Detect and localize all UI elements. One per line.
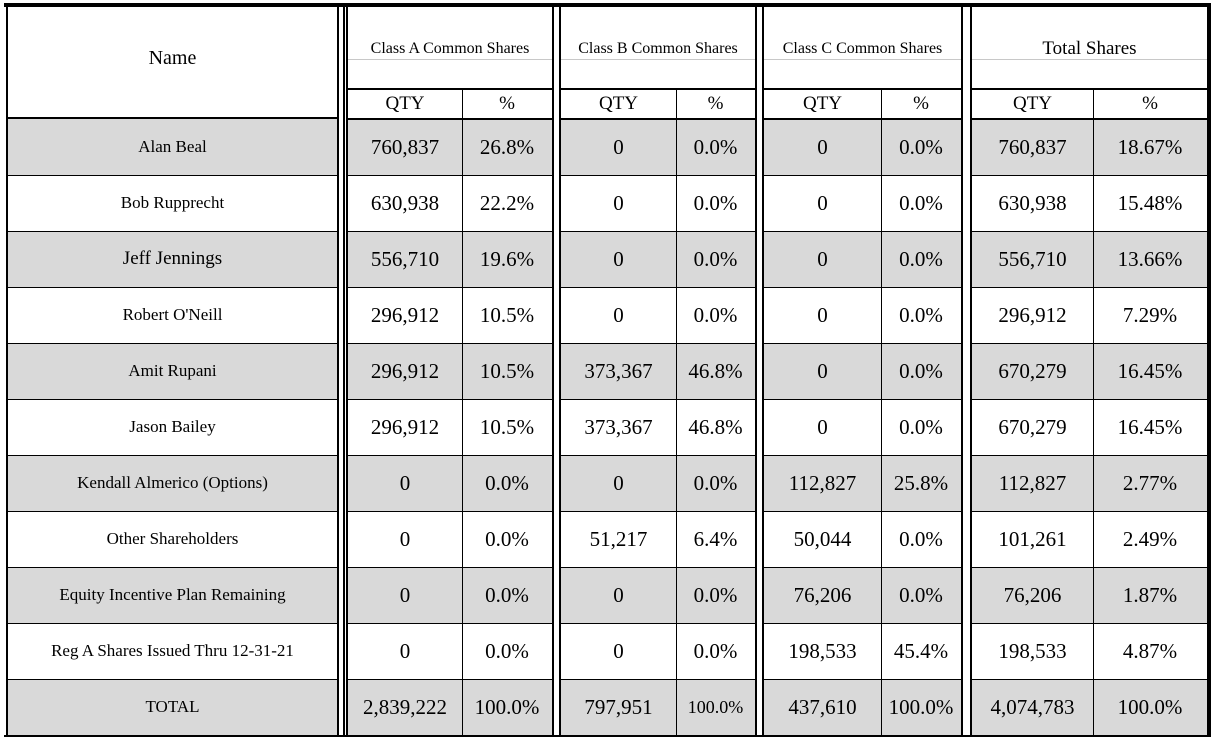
grid-line [348, 399, 552, 400]
header-qty-c: QTY [802, 93, 843, 114]
grid-line [762, 3, 764, 737]
grid-line [8, 567, 337, 568]
grid-line [348, 623, 552, 624]
grid-line [348, 231, 552, 232]
grid-line [348, 567, 552, 568]
qty-cell-a: 556,710 [370, 246, 440, 271]
pct-cell-a: 10.5% [479, 302, 535, 327]
header-qty-b: QTY [598, 93, 639, 114]
grid-line [764, 343, 961, 344]
qty-cell-b: 797,951 [584, 694, 653, 719]
grid-line [961, 3, 963, 737]
grid-line [8, 623, 337, 624]
grid-line [764, 59, 961, 60]
qty-cell-t: 198,533 [998, 638, 1067, 663]
pct-cell-c: 0.0% [899, 526, 943, 551]
grid-line [4, 3, 1210, 7]
grid-line [972, 399, 1207, 400]
grid-line [343, 3, 345, 737]
pct-cell-t: 1.87% [1122, 582, 1178, 607]
qty-cell-b: 373,367 [584, 414, 653, 439]
header-group-t: Total Shares [1042, 38, 1137, 59]
grid-line [462, 89, 463, 735]
qty-cell-c: 0 [817, 358, 828, 383]
qty-cell-c: 0 [817, 302, 828, 327]
pct-cell-a: 0.0% [485, 470, 529, 495]
grid-line [972, 175, 1207, 176]
grid-line [348, 59, 552, 60]
grid-line [561, 88, 755, 90]
grid-line [8, 455, 337, 456]
grid-line [8, 117, 339, 119]
grid-line [1209, 3, 1211, 737]
pct-cell-b: 100.0% [687, 696, 744, 717]
qty-cell-c: 0 [817, 246, 828, 271]
grid-line [764, 231, 961, 232]
header-pct-a: % [499, 93, 515, 114]
qty-cell-a: 630,938 [370, 190, 440, 215]
grid-line [764, 287, 961, 288]
qty-cell-t: 760,837 [998, 134, 1067, 159]
qty-cell-t: 76,206 [1003, 582, 1062, 607]
header-group-b: Class B Common Shares [578, 40, 738, 57]
grid-line [348, 88, 552, 90]
pct-cell-t: 18.67% [1117, 134, 1183, 159]
grid-line [676, 89, 677, 735]
grid-line [561, 231, 755, 232]
grid-line [8, 679, 337, 680]
header-qty-t: QTY [1012, 93, 1053, 114]
qty-cell-t: 4,074,783 [990, 694, 1075, 719]
shareholder-name: Jeff Jennings [122, 248, 223, 269]
shareholder-name: Alan Beal [138, 137, 207, 156]
qty-cell-a: 296,912 [370, 414, 440, 439]
qty-cell-c: 112,827 [788, 470, 857, 495]
total-label: TOTAL [145, 697, 200, 716]
pct-cell-a: 10.5% [479, 358, 535, 383]
qty-cell-c: 437,610 [788, 694, 857, 719]
grid-line [561, 679, 755, 680]
qty-cell-b: 0 [613, 582, 624, 607]
grid-line [348, 343, 552, 344]
pct-cell-t: 15.48% [1117, 190, 1183, 215]
qty-cell-b: 0 [613, 470, 624, 495]
grid-line [764, 118, 961, 120]
qty-cell-c: 76,206 [793, 582, 852, 607]
pct-cell-b: 0.0% [693, 638, 738, 663]
qty-cell-b: 0 [613, 638, 624, 663]
grid-line [552, 3, 554, 737]
grid-line [764, 88, 961, 90]
grid-line [972, 118, 1207, 120]
qty-cell-t: 670,279 [998, 358, 1067, 383]
grid-line [764, 455, 961, 456]
shareholder-name: Bob Rupprecht [120, 193, 225, 212]
pct-cell-a: 10.5% [479, 414, 535, 439]
grid-line [764, 511, 961, 512]
shareholder-name: Kendall Almerico (Options) [77, 473, 268, 492]
grid-line [561, 175, 755, 176]
shareholder-name: Jason Bailey [129, 417, 216, 436]
qty-cell-b: 0 [613, 134, 624, 159]
pct-cell-c: 0.0% [899, 246, 943, 271]
header-pct-t: % [1142, 93, 1158, 114]
grid-line [970, 3, 972, 737]
qty-cell-a: 0 [399, 582, 411, 607]
grid-line [755, 3, 757, 737]
qty-cell-b: 0 [613, 190, 624, 215]
pct-cell-b: 0.0% [693, 470, 738, 495]
pct-cell-t: 16.45% [1117, 414, 1183, 439]
pct-cell-a: 0.0% [485, 582, 529, 607]
qty-cell-c: 0 [817, 190, 828, 215]
qty-cell-c: 50,044 [793, 526, 852, 551]
grid-line [972, 287, 1207, 288]
grid-line [348, 175, 552, 176]
grid-line [348, 287, 552, 288]
pct-cell-b: 0.0% [693, 190, 738, 215]
grid-line [1093, 89, 1094, 735]
grid-line [348, 679, 552, 680]
grid-line [6, 3, 8, 737]
qty-cell-a: 0 [399, 470, 411, 495]
pct-cell-b: 0.0% [693, 582, 738, 607]
pct-cell-b: 46.8% [688, 358, 743, 383]
pct-cell-c: 45.4% [893, 638, 949, 663]
grid-line [764, 567, 961, 568]
shareholder-name: Equity Incentive Plan Remaining [59, 585, 286, 604]
pct-cell-b: 0.0% [693, 246, 738, 271]
pct-cell-c: 0.0% [899, 302, 943, 327]
header-name: Name [148, 46, 197, 69]
pct-cell-c: 100.0% [888, 694, 954, 719]
header-pct-c: % [913, 93, 929, 114]
grid-line [559, 3, 561, 737]
qty-cell-t: 556,710 [998, 246, 1067, 271]
qty-cell-c: 198,533 [788, 638, 857, 663]
grid-line [972, 59, 1207, 60]
qty-cell-c: 0 [817, 414, 828, 439]
qty-cell-a: 0 [399, 526, 411, 551]
pct-cell-b: 0.0% [693, 134, 738, 159]
header-pct-b: % [707, 93, 724, 114]
header-qty-a: QTY [385, 93, 425, 114]
qty-cell-a: 760,837 [370, 134, 440, 159]
pct-cell-a: 19.6% [479, 246, 535, 271]
grid-line [972, 455, 1207, 456]
pct-cell-t: 2.77% [1122, 470, 1178, 495]
shareholder-name: Reg A Shares Issued Thru 12-31-21 [51, 641, 294, 660]
pct-cell-c: 0.0% [899, 134, 943, 159]
grid-line [561, 59, 755, 60]
shareholder-name: Other Shareholders [106, 529, 239, 548]
grid-line [346, 3, 348, 737]
pct-cell-b: 0.0% [693, 302, 738, 327]
pct-cell-b: 6.4% [693, 526, 738, 551]
grid-line [8, 511, 337, 512]
grid-line [972, 679, 1207, 680]
pct-cell-c: 0.0% [899, 414, 943, 439]
grid-line [764, 679, 961, 680]
qty-cell-c: 0 [817, 134, 828, 159]
pct-cell-c: 0.0% [899, 190, 943, 215]
grid-line [764, 623, 961, 624]
pct-cell-t: 4.87% [1122, 638, 1178, 663]
pct-cell-a: 22.2% [479, 190, 535, 215]
qty-cell-a: 2,839,222 [363, 694, 447, 719]
shareholder-name: Robert O'Neill [122, 305, 223, 324]
grid-line [561, 511, 755, 512]
qty-cell-t: 630,938 [998, 190, 1067, 215]
pct-cell-a: 26.8% [479, 134, 535, 159]
grid-line [972, 567, 1207, 568]
pct-cell-a: 0.0% [485, 526, 529, 551]
qty-cell-t: 112,827 [998, 470, 1067, 495]
grid-line [972, 88, 1207, 90]
pct-cell-t: 16.45% [1117, 358, 1183, 383]
header-group-c: Class C Common Shares [782, 40, 943, 57]
qty-cell-a: 0 [399, 638, 411, 663]
grid-line [561, 399, 755, 400]
grid-line [561, 118, 755, 120]
grid-line [8, 175, 337, 176]
pct-cell-c: 25.8% [893, 470, 949, 495]
grid-line [348, 455, 552, 456]
grid-line [8, 343, 337, 344]
qty-cell-t: 101,261 [998, 526, 1067, 551]
pct-cell-c: 0.0% [899, 358, 943, 383]
grid-line [881, 89, 882, 735]
grid-line [348, 118, 552, 120]
grid-line [337, 3, 339, 737]
grid-line [972, 511, 1207, 512]
pct-cell-t: 100.0% [1117, 694, 1183, 719]
grid-line [4, 735, 1210, 737]
header-group-a: Class A Common Shares [370, 40, 530, 57]
qty-cell-a: 296,912 [370, 358, 440, 383]
grid-line [764, 175, 961, 176]
qty-cell-a: 296,912 [370, 302, 440, 327]
grid-line [561, 287, 755, 288]
grid-line [972, 231, 1207, 232]
grid-line [561, 623, 755, 624]
pct-cell-b: 46.8% [688, 414, 743, 439]
pct-cell-t: 2.49% [1122, 526, 1178, 551]
grid-line [348, 511, 552, 512]
qty-cell-b: 51,217 [589, 526, 648, 551]
qty-cell-b: 0 [613, 246, 624, 271]
grid-line [561, 455, 755, 456]
qty-cell-b: 0 [613, 302, 624, 327]
qty-cell-b: 373,367 [584, 358, 653, 383]
shareholder-name: Amit Rupani [128, 361, 217, 380]
pct-cell-t: 13.66% [1117, 246, 1183, 271]
pct-cell-t: 7.29% [1122, 302, 1178, 327]
qty-cell-t: 670,279 [998, 414, 1067, 439]
grid-line [972, 623, 1207, 624]
grid-line [8, 231, 337, 232]
pct-cell-a: 100.0% [474, 694, 540, 719]
grid-line [764, 399, 961, 400]
qty-cell-t: 296,912 [998, 302, 1067, 327]
grid-line [8, 399, 337, 400]
pct-cell-a: 0.0% [485, 638, 529, 663]
grid-line [561, 343, 755, 344]
grid-line [972, 343, 1207, 344]
grid-line [561, 567, 755, 568]
pct-cell-c: 0.0% [899, 582, 943, 607]
grid-line [8, 287, 337, 288]
